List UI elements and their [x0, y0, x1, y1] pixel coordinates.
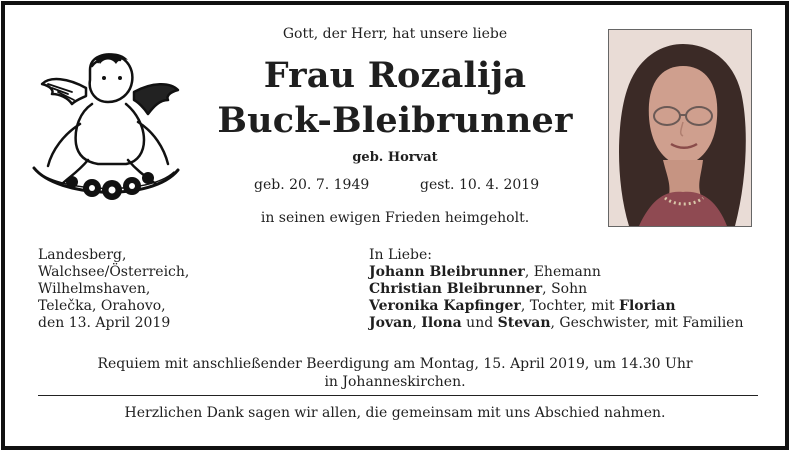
family-member-name: Jovan	[369, 315, 413, 331]
family-list	[369, 247, 744, 332]
family-member-name: Ilona	[421, 315, 462, 331]
family-member-name: Christian Bleibrunner	[369, 281, 543, 297]
family-member-name: Florian	[619, 298, 676, 314]
family-line	[369, 264, 744, 281]
family-line	[369, 315, 744, 332]
family-relation: , Tochter, mit	[520, 298, 620, 314]
family-relation: , Ehemann	[524, 264, 601, 280]
family-member-name: Stevan	[497, 315, 551, 331]
family-line	[369, 298, 744, 315]
requiem-line2: in Johanneskirchen.	[324, 374, 466, 390]
family-member-name: Johann Bleibrunner	[369, 264, 525, 280]
place-line: Landesberg,	[38, 247, 127, 263]
family-relation: , Sohn	[542, 281, 588, 297]
portrait-photo	[608, 29, 752, 227]
deceased-name-line2: Buck-Bleibrunner	[217, 100, 573, 141]
place-line: den 13. April 2019	[38, 315, 171, 331]
separator: und	[461, 315, 498, 331]
birth-date: geb. 20. 7. 1949	[254, 177, 370, 193]
place-line: Telečka, Orahovo,	[38, 298, 166, 314]
requiem-line1: Requiem mit anschließender Beerdigung am Montag, 15. April 2019, um 14.30 Uhr	[97, 356, 693, 372]
family-line	[369, 281, 744, 298]
birth-name: geb. Horvat	[352, 150, 438, 165]
place-line: Walchsee/Österreich,	[38, 264, 190, 280]
peace-text: in seinen ewigen Frieden heimgeholt.	[260, 210, 530, 226]
divider	[38, 395, 758, 396]
deceased-name-line1: Frau Rozalija	[263, 55, 527, 96]
family-relation: , Geschwister, mit Familien	[550, 315, 744, 331]
thanks-text: Herzlichen Dank sagen wir allen, die gemeinsam mit uns Abschied nahmen.	[124, 405, 666, 421]
separator: ,	[412, 315, 422, 331]
intro-text: Gott, der Herr, hat unsere liebe	[282, 26, 508, 42]
requiem-text	[0, 355, 790, 391]
portrait-image	[609, 30, 751, 226]
family-heading: In Liebe:	[369, 247, 433, 263]
death-date: gest. 10. 4. 2019	[420, 177, 540, 193]
place-line: Wilhelmshaven,	[38, 281, 151, 297]
family-member-name: Veronika Kapfinger	[369, 298, 521, 314]
places-list	[38, 247, 189, 332]
